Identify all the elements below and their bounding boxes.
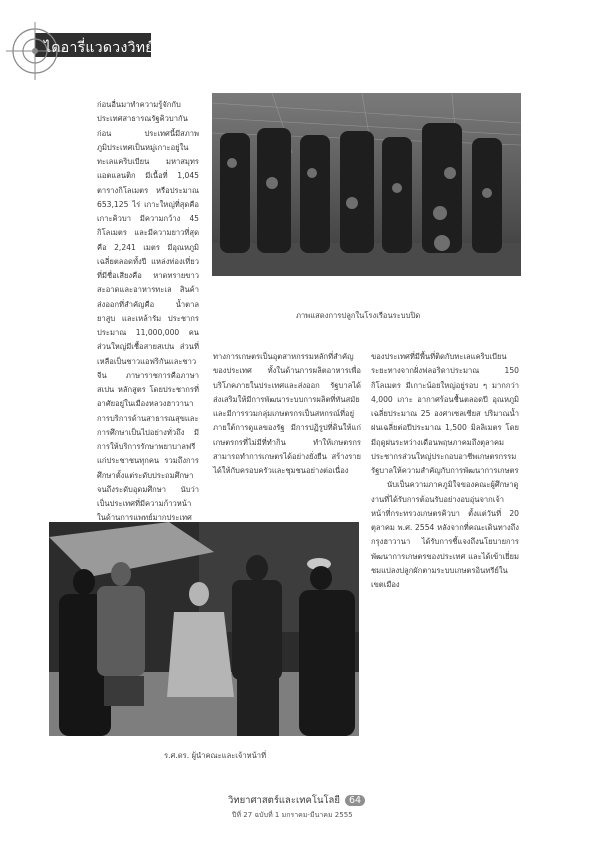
paragraph: ของประเทศที่มีพื้นที่ติดกับทะเลแคริบเบียน ระยะทางจากฝั่งฟลอริดาประมาณ 150 กิโลเมตร มีเกาะน้อยใหญ่อยู่รอบ ๆ มากกว่า 4,000 เกาะ อากาศร้อนชื้นตลอดปี อุณหภูมิเฉลี่ยประมาณ 25 องศาเซลเซียส ปริมาณน้ำฝนเฉลี่ยต่อปีประมาณ 1,500 มิลลิเมตร โดยมีฤดูฝนระหว่างเดือนพฤษภาคมถึงตุลาคม ประชากรส่วนใหญ่ประกอบอาชีพเกษตรกรรม รัฐบาลให้ความสำคัญกับการพัฒนาการเกษตร bbox=[371, 352, 519, 475]
greenhouse-photo bbox=[212, 93, 521, 276]
magazine-footer bbox=[228, 793, 365, 808]
paragraph: นับเป็นความภาคภูมิใจของคณะผู้ศึกษาดูงานที่ได้รับการต้อนรับอย่างอบอุ่นจากเจ้าหน้าที่กระทรวงเกษตรคิวบา ตั้งแต่วันที่ 20 ตุลาคม พ.ศ. 2554 หลังจากที่คณะเดินทางถึงกรุงฮาวานา ได้รับการชี้แจงถึงนโยบายการพัฒนาการเกษตรของประเทศ และได้เข้าเยี่ยมชมแปลงปลูกผักตามระบบเกษตรอินทรีย์ในเขตเมือง bbox=[371, 480, 519, 589]
group-photo bbox=[49, 522, 359, 736]
issue-info: ปีที่ 27 ฉบับที่ 1 มกราคม-มีนาคม 2555 bbox=[232, 811, 353, 819]
photo-caption: ภาพแสดงการปลูกในโรงเรือนระบบปิด bbox=[296, 311, 421, 320]
magazine-name: วิทยาศาสตร์และเทคโนโลยี bbox=[228, 795, 340, 806]
photo-caption: ร.ศ.ดร. ผู้นำคณะและเจ้าหน้าที่ bbox=[164, 751, 267, 760]
paragraph: ทางการเกษตรเป็นอุตสาหกรรมหลักที่สำคัญของประเทศ ทั้งในด้านการผลิตอาหารเพื่อบริโภคภายในประเทศและส่งออก รัฐบาลได้ส่งเสริมให้มีการพัฒนาระบบการผลิตที่ทันสมัย และมีการรวมกลุ่มเกษตรกรเป็นสหกรณ์ที่อยู่ภายใต้การดูแลของรัฐ มีการปฏิรูปที่ดินให้แก่เกษตรกรที่ไม่มีที่ทำกิน ทำให้เกษตรกรสามารถทำการเกษตรได้อย่างยั่งยืน สร้างรายได้ให้กับครอบครัวและชุมชนอย่างต่อเนื่อง bbox=[213, 352, 361, 475]
section-title: ไดอารี่แวดวงวิทย์ bbox=[44, 40, 154, 56]
article-column-2 bbox=[213, 350, 361, 478]
article-column-1 bbox=[97, 98, 199, 554]
article-column-3 bbox=[371, 350, 519, 592]
paragraph: ก่อนอื่นมาทำความรู้จักกับประเทศสาธารณรัฐคิวบากันก่อน ประเทศนี้มีสภาพภูมิประเทศเป็นหมู่เกาะอยู่ในทะเลแคริบเบียน มหาสมุทรแอตแลนติก มีเนื้อที่ 1,045 ตารางกิโลเมตร หรือประมาณ 653,125 ไร่ เกาะใหญ่ที่สุดคือ เกาะคิวบา มีความกว้าง 45 กิโลเมตร และมีความยาวที่สุดคือ 2,241 เมตร มีอุณหภูมิเฉลี่ยตลอดทั้งปี แหล่งท่องเที่ยวที่มีชื่อเสียงคือ หาดทรายขาวสะอาดและอาหารทะเล สินค้าส่งออกที่สำคัญคือ น้ำตาล ยาสูบ และเหล้ารัม ประชากรประมาณ 11,000,000 คน ส่วนใหญ่มีเชื้อสายสเปน ส่วนที่เหลือเป็นชาวแอฟริกันและชาวจีน ภาษาราชการคือภาษาสเปน หลักสูตร โดยประชากรที่อาศัยอยู่ในเมืองหลวงฮาวานา การบริการด้านสาธารณสุขและการศึกษาเป็นไปอย่างทั่วถึง มีการให้บริการรักษาพยาบาลฟรีแก่ประชาชนทุกคน รวมถึงการศึกษาตั้งแต่ระดับประถมศึกษาจนถึงระดับอุดมศึกษา นับว่าเป็นประเทศที่มีความก้าวหน้าในด้านการแพทย์มากประเทศ bbox=[97, 100, 199, 523]
page-number: 64 bbox=[345, 795, 365, 806]
